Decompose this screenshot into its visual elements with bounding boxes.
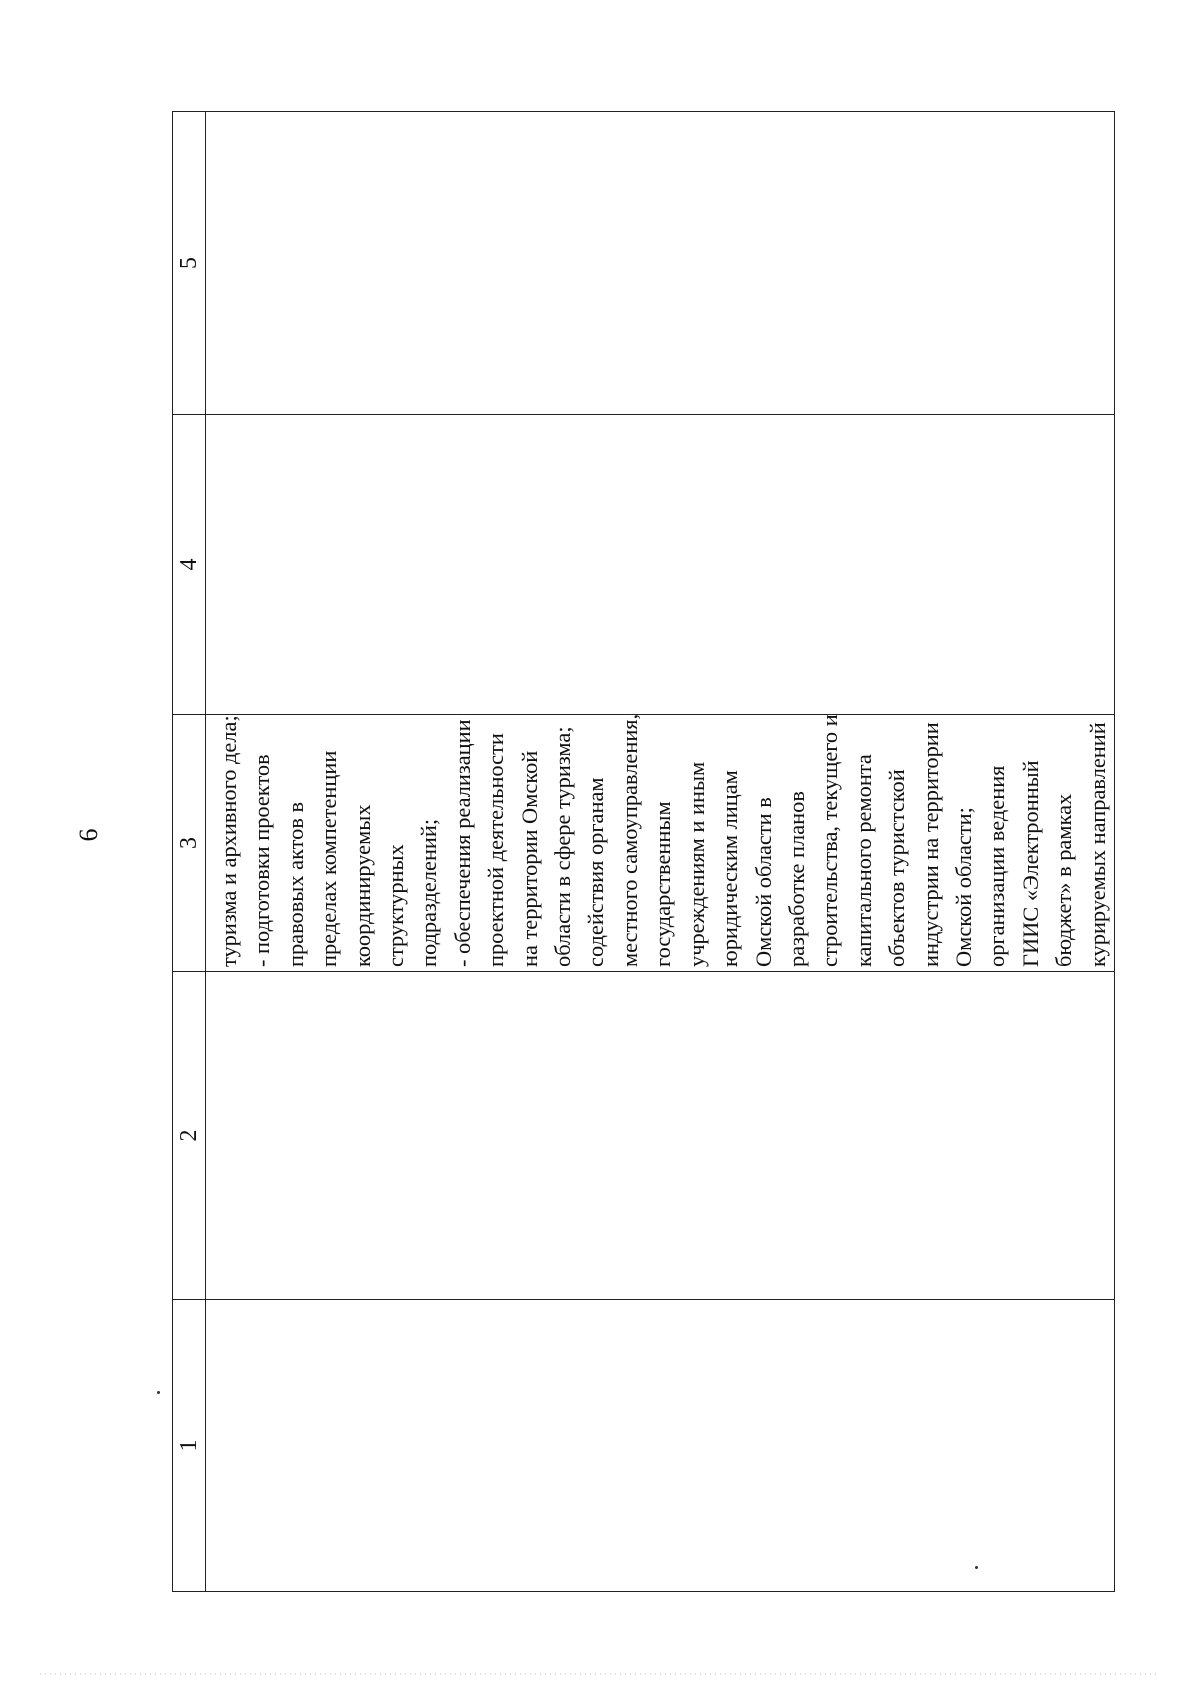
- cell-text-line: строительства, текущего и: [817, 714, 843, 967]
- table-header-row: [173, 112, 206, 1592]
- cell-text-line: разработке планов: [783, 791, 809, 967]
- column-header-2: 2: [173, 972, 206, 1300]
- cell-text-line: организации ведения: [984, 765, 1010, 967]
- cell-col-1: [206, 1300, 1115, 1592]
- cell-text-line: координируемых: [349, 804, 375, 967]
- column-header-5: 5: [173, 112, 206, 415]
- document-table: [172, 111, 1115, 1592]
- cell-text-line: Омской области в: [750, 797, 776, 967]
- cell-text-line: капитального ремонта: [850, 754, 876, 967]
- cell-text-line: курируемых направлений: [1084, 722, 1110, 967]
- cell-text-line: - подготовки проектов: [249, 754, 275, 967]
- cell-text-line: ГИИС «Электронный: [1017, 760, 1043, 967]
- cell-text-line: Омской области;: [950, 807, 976, 967]
- scan-noise-line: [38, 1673, 1158, 1675]
- cell-text-line: бюджет» в рамках: [1051, 793, 1077, 967]
- cell-text-line: юридическим лицам: [717, 770, 743, 967]
- cell-text-line: объектов туристской: [884, 769, 910, 967]
- cell-col-3-text: [206, 715, 1114, 971]
- scan-speck: [157, 1391, 160, 1394]
- scan-speck: [975, 1566, 978, 1569]
- cell-col-2: [206, 972, 1115, 1300]
- cell-text-line: содействия органам: [583, 777, 609, 967]
- cell-col-4: [206, 415, 1115, 715]
- cell-text-line: пределах компетенции: [316, 750, 342, 967]
- table-container: [172, 112, 1110, 1592]
- column-header-3: 3: [173, 715, 206, 972]
- cell-text-line: на территории Омской: [516, 750, 542, 967]
- cell-text-line: правовых актов в: [282, 801, 308, 967]
- cell-text-line: области в сфере туризма;: [550, 726, 576, 967]
- cell-text-line: структурных: [383, 844, 409, 967]
- cell-text-line: проектной деятельности: [483, 733, 509, 967]
- cell-col-5: [206, 112, 1115, 415]
- column-header-4: 4: [173, 415, 206, 715]
- cell-text-line: учреждениям и иным: [683, 761, 709, 967]
- cell-col-3: [206, 715, 1115, 972]
- table-row: [206, 112, 1115, 1592]
- cell-text-line: индустрии на территории: [917, 722, 943, 967]
- cell-text-line: туризма и архивного дела;: [216, 715, 241, 967]
- page-number: 6: [74, 828, 103, 842]
- cell-text-line: государственным: [650, 801, 676, 967]
- cell-text-line: подразделений;: [416, 818, 442, 967]
- cell-text-line: местного самоуправления,: [616, 713, 642, 967]
- column-header-1: 1: [173, 1300, 206, 1592]
- cell-text-line: - обеспечения реализации: [449, 719, 475, 967]
